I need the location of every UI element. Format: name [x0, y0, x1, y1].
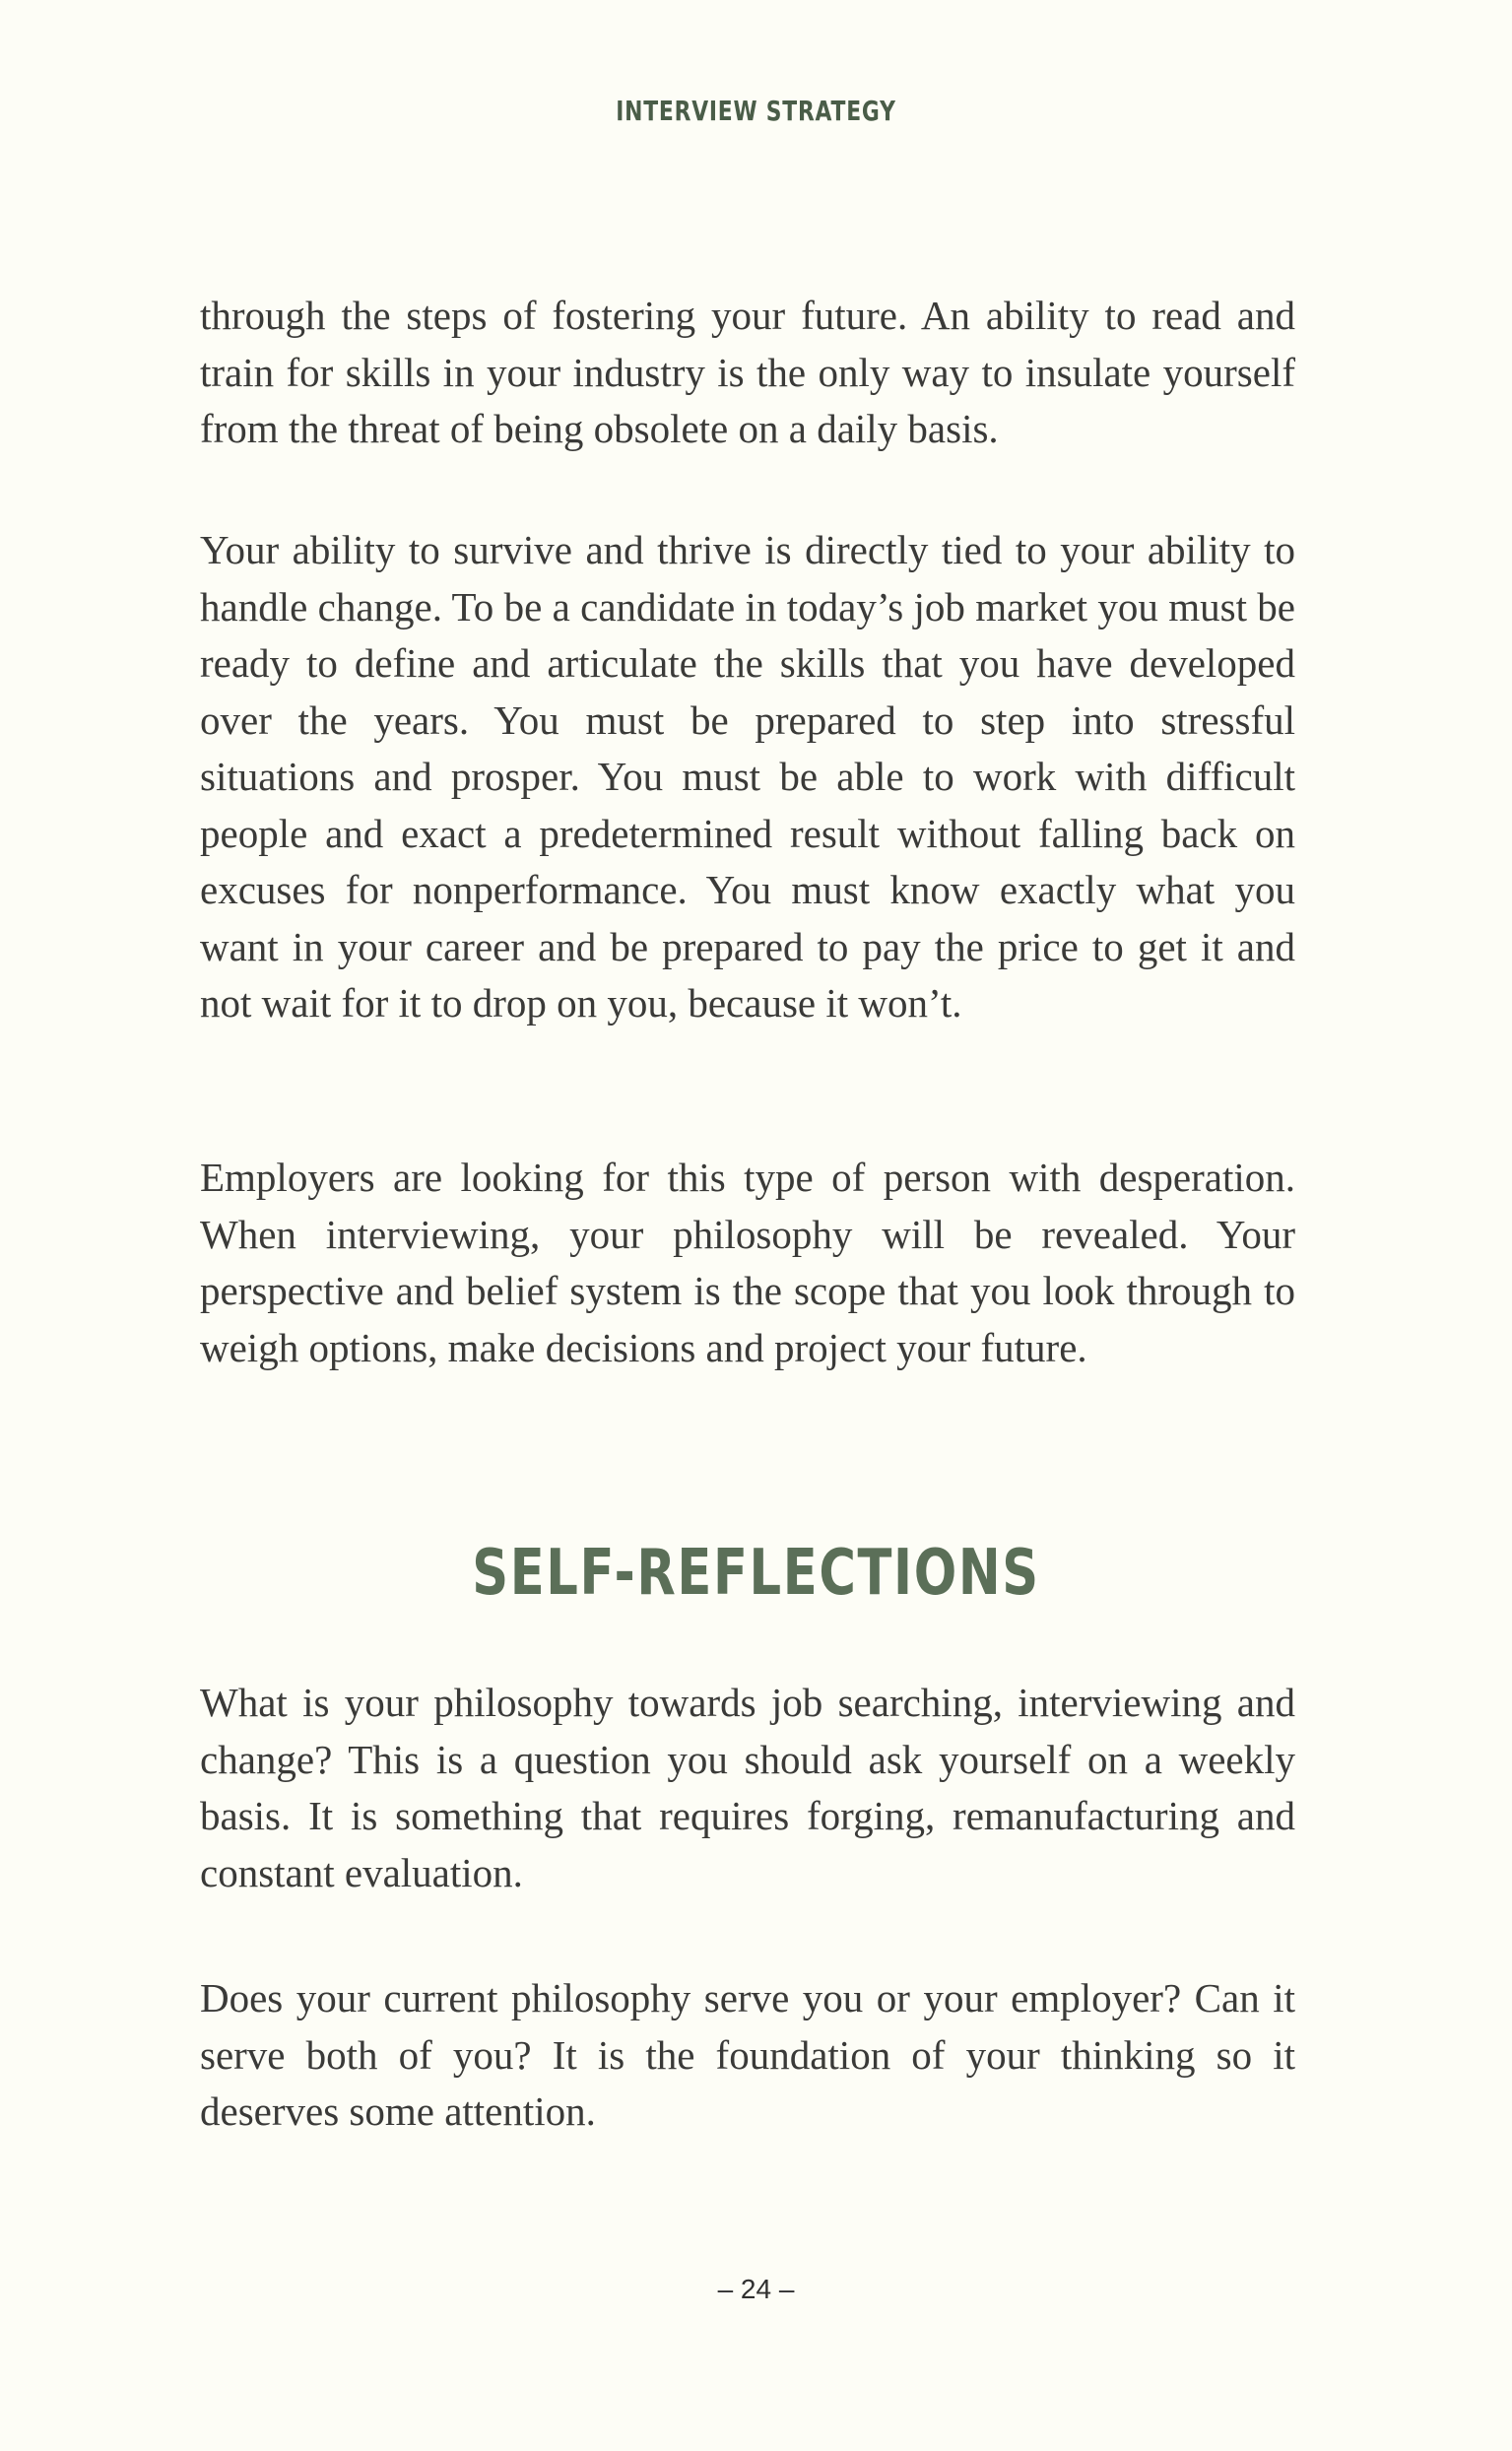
running-head: INTERVIEW STRATEGY	[616, 95, 896, 127]
body-paragraph: What is your philosophy towards job searching, interviewing and change? This is a question you should ask yourself on a weekly basis. It is something that requires forging, remanufacturing and constant evaluation.	[200, 1680, 1295, 1895]
body-paragraph: Employers are looking for this type of person with desperation. When interviewing, your philosophy will be revealed. Your perspective and belief system is the scope that you look through to weigh options, make decisions and project your future.	[200, 1155, 1295, 1370]
body-paragraph: Your ability to survive and thrive is directly tied to your ability to handle change. To be a candidate in today’s job market you must be ready to define and articulate the skills that you have developed over the years. You must be prepared to step into stressful situations and prosper. You must be able to work with difficult people and exact a predetermined result without falling back on excuses for nonperformance. You must know exactly what you want in your career and be prepared to pay the price to get it and not wait for it to drop on you, because it won’t.	[200, 527, 1295, 1026]
page-number: – 24 –	[717, 2274, 795, 2304]
section-heading: SELF-REFLECTIONS	[472, 1537, 1040, 1610]
body-paragraph: Does your current philosophy serve you or your employer? Can it serve both of you? It is the foundation of your thinking so it deserves some attention.	[200, 1975, 1295, 2134]
body-paragraph: through the steps of fostering your future. An ability to read and train for skills in your industry is the only way to insulate yourself from the threat of being obsolete on a daily basis.	[200, 293, 1295, 451]
